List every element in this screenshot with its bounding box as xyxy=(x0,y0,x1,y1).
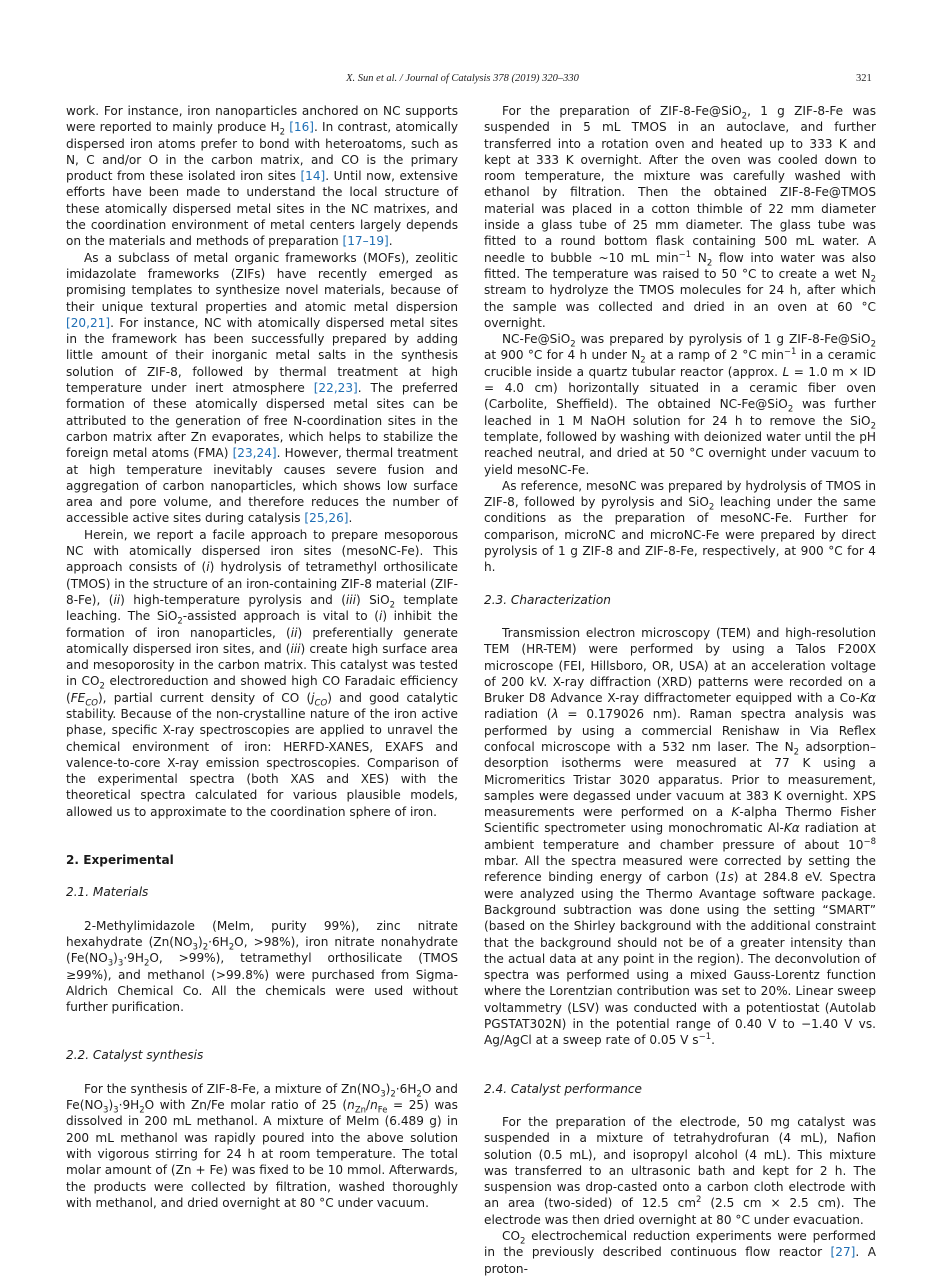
paragraph: $CO_2$ electrochemical reduction experiments were performed in the previously described continuous flow reactor [27]. A proton- xyxy=(484,1229,876,1276)
page-number: 321 xyxy=(856,73,872,84)
citation-link[interactable]: [16] xyxy=(289,120,315,135)
citation-link[interactable]: [22,23] xyxy=(313,381,358,396)
subsection-heading: 2.1. Materials xyxy=(66,885,149,900)
right-column xyxy=(484,103,876,1277)
citation-link[interactable]: [20,21] xyxy=(66,315,111,330)
paragraph: work. For instance, iron nanoparticles anchored on NC supports were reported to mainly produce $H_2$ [16]. In contrast, atomically dispersed iron atoms prefer to bond with heteroatoms, such as N, C and/or O in the carbon matrix, and CO is the primary product from these isolated iron sites [14]. Until now, extensive efforts have been made to understand the local structure of these atomically dispersed metal sites in the NC matrixes, and the coordination environment of metal centers largely depends on the materials and methods of preparation [17–19]. xyxy=(66,104,458,249)
paragraph: 2-Methylimidazole (MeIm, purity 99%), zinc nitrate hexahydrate ($Zn(NO_3)_2\cdot 6H_2O$, >98%), iron nitrate nonahydrate ($Fe(NO_3)_3\cdot 9H_2O$, >99%), tetramethyl orthosilicate (TMOS ≥99%), and methanol (>99.8%) were purchased from Sigma-Aldrich Chemical Co. All the chemicals were used without further purification. xyxy=(66,918,459,1015)
citation-link[interactable]: [17–19] xyxy=(342,234,389,249)
subsection-heading: 2.4. Catalyst performance xyxy=(484,1081,642,1096)
paragraph: Transmission electron microscopy (TEM) and high-resolution TEM (HR-TEM) were performed by using a Talos F200X microscope (FEI, Hillsboro, OR, USA) at an acceleration voltage of 200 kV. X-ray diffraction (XRD) patterns were recorded on a Bruker D8 Advance X-ray diffractometer equipped with a Co-Kα radiation (λ = 0.179026 nm). Raman spectra analysis was performed by using a commercial Renishaw in Via Reflex confocal microscope with a 532 nm laser. The $N_2$ adsorption–desorption isotherms were measured at 77 K using a Micromeritics Tristar 3020 apparatus. Prior to measurement, samples were degassed under vacuum at 383 K overnight. XPS measurements were performed on a K-alpha Thermo Fisher Scientific spectrometer using monochromatic Al-Kα radiation at ambient temperature and chamber pressure of about $10^{-8}$ mbar. All the spectra measured were corrected by setting the reference binding energy of carbon (1s) at 284.8 eV. Spectra were analyzed using the Thermo Avantage software package. Background subtraction was done using the setting “SMART” (based on the Shirley background with the additional constraint that the background should not be of a greater intensity than the actual data at any point in the region). The deconvolution of spectra was performed using a mixed Gauss-Lorentz function where the Lorentzian contribution was set to 20%. Linear sweep voltammetry (LSV) was conducted with a potentiostat (Autolab PGSTAT302N) in the potential range of 0.40 V to −1.40 V vs. Ag/AgCl at a sweep rate of 0.05 V $s^{-1}$. xyxy=(484,625,877,1048)
paragraph: NC-Fe@SiO$_2$ was prepared by pyrolysis of 1 g ZIF-8-Fe@SiO$_2$ at 900 °C for 4 h under $N_2$ at a ramp of 2 °C $\min^{-1}$ in a ceramic crucible inside a quartz tubular reactor (approx. L = 1.0 m × ID = 4.0 cm) horizontally situated in a ceramic fiber oven (Carbolite, Sheffield). The obtained NC-Fe@SiO$_2$ was further leached in 1 M NaOH solution for 24 h to remove the SiO$_2$ template, followed by washing with deionized water until the pH reached neutral, and dried at 50 °C overnight under vacuum to yield mesoNC-Fe. xyxy=(484,332,877,477)
subsection-heading: 2.3. Characterization xyxy=(484,592,611,607)
paragraph: As a subclass of metal organic frameworks (MOFs), zeolitic imidazolate frameworks (ZIFs) have recently emerged as promising templates to synthesize novel materials, because of their unique textural properties and atomic metal dispersion [20,21]. For instance, NC with atomically dispersed metal sites in the framework has been successfully prepared by adding little amount of their inorganic metal salts in the synthesis solution of ZIF-8, followed by thermal treatment at high temperature under inert atmosphere [22,23]. The preferred formation of these atomically dispersed metal sites can be attributed to the generation of free N-coordination sites in the carbon matrix after Zn evaporates, which helps to stabilize the foreign metal atoms (FMA) [23,24]. However, thermal treatment at high temperature inevitably causes severe fusion and aggregation of carbon nanoparticles, which shows low surface area and pore volume, and therefore reduces the number of accessible active sites during catalysis [25,26]. xyxy=(66,250,458,526)
subsection-heading: 2.2. Catalyst synthesis xyxy=(66,1048,204,1063)
paragraph: For the preparation of the electrode, 50 mg catalyst was suspended in a mixture of tetrahydrofuran (4 mL), Nafion solution (0.5 mL), and isopropyl alcohol (4 mL). This mixture was transferred to an ultrasonic bath and kept for 2 h. The suspension was drop-casted onto a carbon cloth electrode with an area (two-sided) of 12.5 $cm^2$ (2.5 cm × 2.5 cm). The electrode was then dried overnight at 80 °C under evacuation. xyxy=(484,1114,876,1227)
paragraph: As reference, mesoNC was prepared by hydrolysis of TMOS in ZIF-8, followed by pyrolysis and SiO$_2$ leaching under the same conditions as the preparation of mesoNC-Fe. Further for comparison, microNC and microNC-Fe were prepared by direct pyrolysis of 1 g ZIF-8 and ZIF-8-Fe, respectively, at 900 °C for 4 h. xyxy=(484,478,876,575)
citation-link[interactable]: [25,26] xyxy=(304,511,349,526)
paragraph: For the preparation of ZIF-8-Fe@SiO$_2$, 1 g ZIF-8-Fe was suspended in 5 mL TMOS in an autoclave, and further transferred into a rotation oven and heated up to 333 K and kept at 333 K overnight. After the oven was cooled down to room temperature, the mixture was carefully washed with ethanol by filtration. Then the obtained ZIF-8-Fe@TMOS material was placed in a cotton thimble of 22 mm diameter inside a glass tube of 25 mm diameter. The glass tube was fitted to a round bottom flask containing 500 mL water. A needle to bubble ~10 mL $\min^{-1} N_2$ flow into water was also fitted. The temperature was raised to 50 °C to create a wet $N_2$ stream to hydrolyze the TMOS molecules for 24 h, after which the sample was collected and dried in an oven at 60 °C overnight. xyxy=(484,104,876,330)
citation-link[interactable]: [14] xyxy=(300,169,326,184)
left-column xyxy=(66,103,458,1211)
paragraph: For the synthesis of ZIF-8-Fe, a mixture of $Zn(NO_3)_2\cdot 6H_2O$ and $Fe(NO_3)_3\cdot 9H_2O$ with Zn/Fe molar ratio of 25 $(n_{Zn}/n_{Fe} = 25)$ was dissolved in 200 mL methanol. A mixture of MeIm (6.489 g) in 200 mL methanol was rapidly poured into the above solution with vigorous stirring for 24 h at room temperature. The total molar amount of (Zn + Fe) was fixed to be 10 mmol. Afterwards, the products were collected by filtration, washed thoroughly with methanol, and dried overnight at 80 °C under vacuum. xyxy=(66,1081,458,1210)
citation-link[interactable]: [23,24] xyxy=(232,446,277,461)
running-title: X. Sun et al. / Journal of Catalysis 378 (2019) 320–330 xyxy=(346,73,579,84)
section-heading: 2. Experimental xyxy=(66,853,174,868)
citation-link[interactable]: [27] xyxy=(830,1245,856,1260)
paragraph: Herein, we report a facile approach to prepare mesoporous NC with atomically dispersed iron sites (mesoNC-Fe). This approach consists of (i) hydrolysis of tetramethyl orthosilicate (TMOS) in the structure of an iron-containing ZIF-8 material (ZIF-8-Fe), (ii) high-temperature pyrolysis and (iii) SiO$_2$ template leaching. The SiO$_2$-assisted approach is vital to (i) inhibit the formation of iron nanoparticles, (ii) preferentially generate atomically dispersed iron sites, and (iii) create high surface area and mesoporosity in the carbon matrix. This catalyst was tested in $CO_2$ electroreduction and showed high CO Faradaic efficiency $(FE_{CO})$, partial current density of CO $(j_{CO})$ and good catalytic stability. Because of the non-crystalline nature of the iron active phase, specific X-ray spectroscopies are applied to unravel the chemical environment of iron: HERFD-XANES, EXAFS and valence-to-core X-ray emission spectroscopies. Comparison of the experimental spectra (both XAS and XES) with the theoretical spectra calculated for various plausible models, allowed us to approximate to the coordination sphere of iron. xyxy=(66,527,459,819)
